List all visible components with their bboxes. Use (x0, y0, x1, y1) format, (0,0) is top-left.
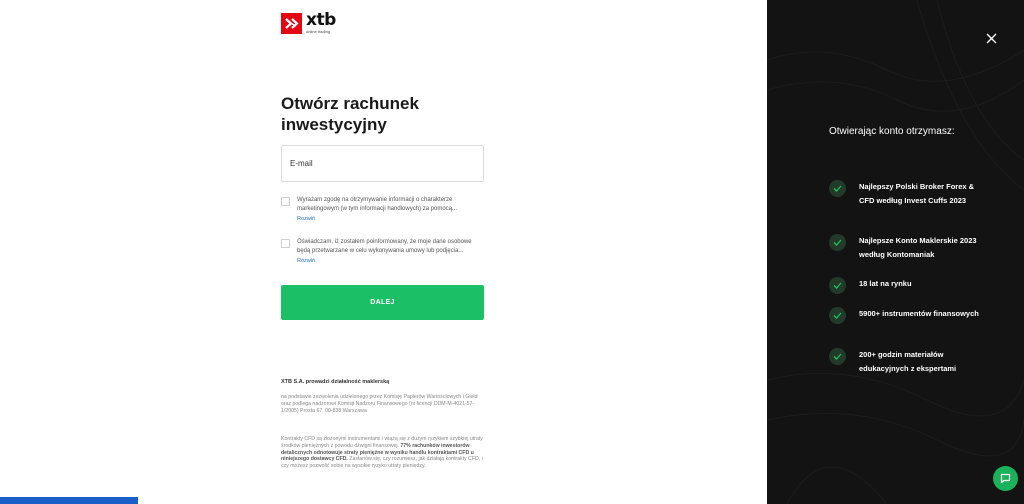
feature-text: 5900+ instrumentów finansowych (859, 309, 979, 318)
benefits-panel (767, 0, 1024, 504)
logo-brand: xtb (306, 10, 336, 30)
feature-item (829, 234, 989, 261)
check-icon (829, 348, 846, 365)
marketing-consent-checkbox[interactable] (281, 197, 290, 206)
feature-text: Najlepszy Polski Broker Forex & CFD według Invest Cuffs 2023 (859, 182, 975, 205)
data-processing-consent-expand-link[interactable]: Rozwiń (297, 258, 316, 264)
marketing-consent-text: Wyrażam zgodę na otrzymywanie informacji o charakterze marketingowym (w tym informacji handlowych) za pomocą... (297, 197, 458, 212)
data-processing-consent-checkbox[interactable] (281, 239, 290, 248)
email-field[interactable] (281, 145, 484, 182)
chat-icon[interactable] (993, 466, 1018, 491)
check-icon (829, 234, 846, 251)
next-button[interactable]: DALEJ (281, 285, 484, 320)
feature-item (829, 277, 989, 294)
page-title: Otwórz rachunek inwestycyjny (281, 94, 419, 134)
feature-item (829, 348, 989, 375)
check-icon (829, 180, 846, 197)
feature-text: 200+ godzin materiałów edukacyjnych z ekspertami (859, 350, 957, 373)
marketing-consent (281, 196, 486, 224)
logo-tagline: online trading (306, 29, 331, 34)
legal-license-text: na podstawie zezwolenia udzielonego przez Komisję Papierów Wartościowych i Giełd oraz podlega nadzorowi Komisji Nadzoru Finansowego (nr licencji DDM-M-4021-57-1/2005) Prosta 67, 00-838 Warszawa (281, 394, 478, 414)
feature-text: Najlepsze Konto Maklerskie 2023 według Kontomaniak (859, 236, 977, 259)
xtb-logo[interactable] (281, 10, 336, 34)
check-icon (829, 277, 846, 294)
data-processing-consent-text: Oświadczam, iż zostałem poinformowany, że moje dane osobowe będą przetwarzane w celu wykonywania umowy lub podjęcia... (297, 239, 472, 254)
marketing-consent-expand-link[interactable]: Rozwiń (297, 216, 316, 222)
risk-warning-part2: Zastanów się, czy rozumiesz, jak działają kontrakty CFD, i czy możesz pozwolić sobie na wysokie ryzyko utraty pieniędzy. (281, 456, 483, 470)
legal-risk-warning (281, 436, 486, 470)
feature-item (829, 307, 989, 324)
risk-warning-part1: Kontrakty CFD są złożonymi instrumentami i wiążą się z dużym ryzykiem szybkiej utraty środków pieniężnych z powodu dźwigni finansowej. (281, 436, 483, 449)
legal-heading: XTB S.A. prowadzi działalność maklerską (281, 379, 390, 385)
xtb-logo-mark (281, 13, 302, 34)
close-icon[interactable] (985, 32, 998, 45)
feature-text: 18 lat na rynku (859, 279, 912, 288)
panel-title: Otwierając konto otrzymasz: (829, 126, 955, 137)
feature-item (829, 180, 989, 207)
data-processing-consent (281, 238, 486, 266)
taskbar-fragment (0, 497, 138, 504)
check-icon (829, 307, 846, 324)
risk-warning-emphasis: 77% rachunków inwestorów detalicznych odnotowuje straty pieniężne w wyniku handlu kontraktami CFD u niniejszego dostawcy CFD. (281, 442, 474, 463)
